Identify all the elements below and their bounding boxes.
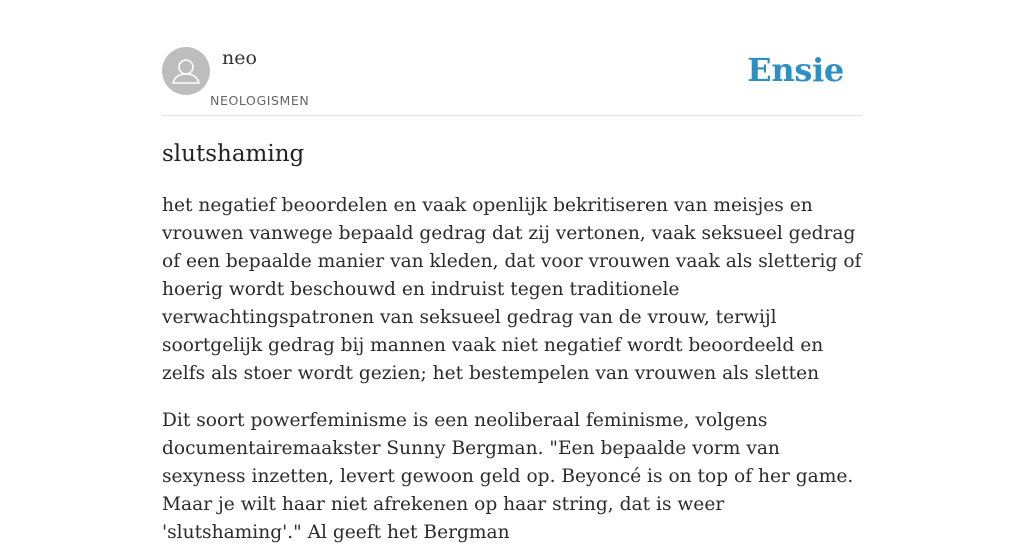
user-silhouette-icon	[162, 47, 210, 95]
avatar[interactable]	[162, 47, 210, 95]
entry-title: slutshaming	[162, 141, 305, 167]
brand-logo[interactable]: Ensie	[747, 51, 844, 89]
entry-header	[162, 0, 862, 116]
entry-definition: het negatief beoordelen en vaak openlijk bekritiseren van meisjes en vrouwen vanwege bepaald gedrag dat zij vertonen, vaak seksueel gedrag of een bepaalde manier van kleden, dat voor vrouwen vaak als sletterig of hoerig wordt beschouwd en indruist tegen traditionele verwachtingspatronen van seksueel gedrag van de vrouw, terwijl soortgelijk gedrag bij mannen vaak niet negatief wordt beoordeeld en zelfs als stoer wordt gezien; het bestempelen van vrouwen als sletten	[162, 195, 862, 384]
category-label[interactable]: NEOLOGISMEN	[210, 93, 310, 108]
author-name[interactable]: neo	[222, 47, 257, 69]
entry-example: Dit soort powerfeminisme is een neoliberaal feminisme, volgens documentairemaakster Sunny Bergman. "Een bepaalde vorm van sexyness inzetten, levert gewoon geld op. Beyoncé is on top of her game. Maar je wilt haar niet afrekenen op haar string, dat is weer 'slutshaming'." Al geeft het Bergman	[162, 410, 854, 543]
entry-card	[162, 0, 862, 543]
